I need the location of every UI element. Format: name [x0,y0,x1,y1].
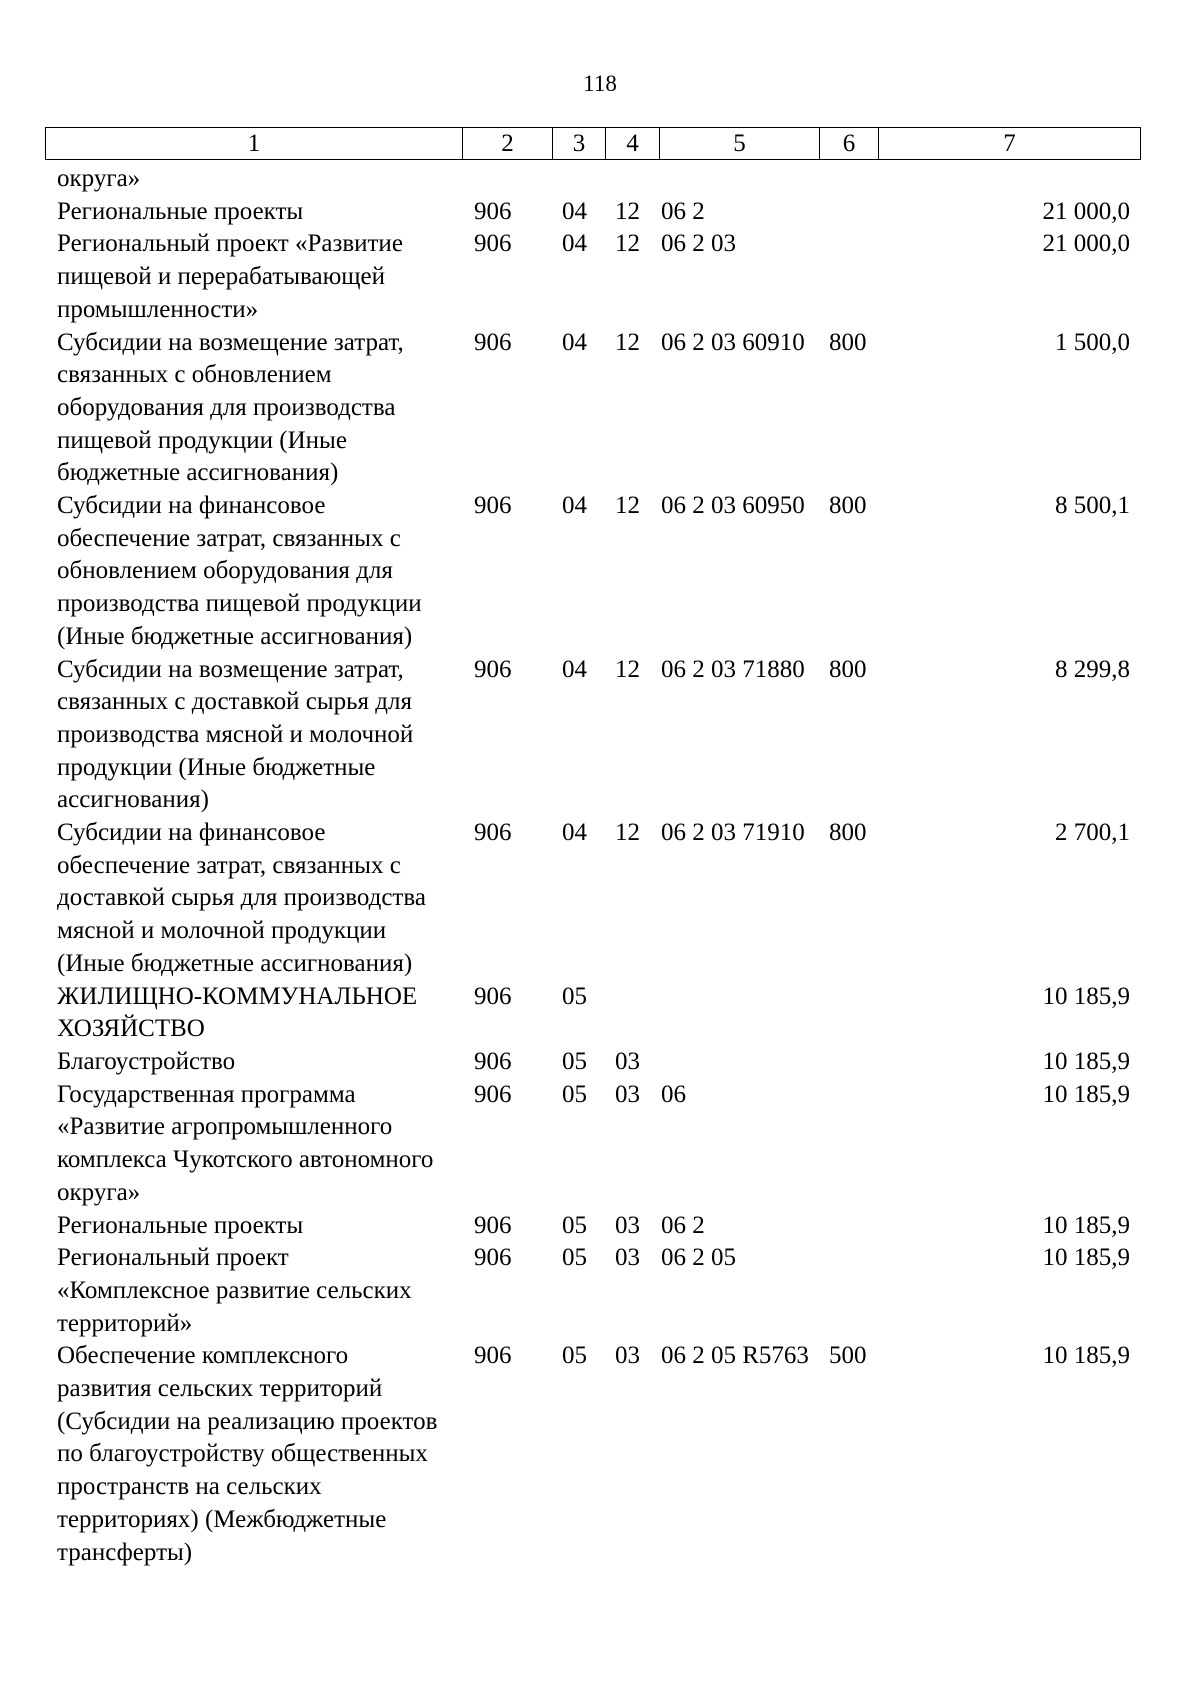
cell-section-code: 05 [562,1211,587,1239]
cell-name: Государственная программа «Развитие агропромышленного комплекса Чукотского автономного округа» [57,1080,434,1206]
table-row [45,196,1140,229]
cell-amount [878,163,1140,196]
cell-subsection-code: 03 [615,1047,640,1075]
header-col-3: 3 [553,128,606,160]
cell-amount: 1 500,0 [1055,328,1130,356]
cell-expense-type-code: 500 [829,1342,867,1370]
cell-section-code: 05 [562,982,587,1010]
cell-subsection-code: 12 [615,819,640,847]
cell-section-code: 04 [562,655,587,683]
cell-amount: 8 500,1 [1055,492,1130,520]
cell-target-code: 06 2 03 71910 [661,819,805,847]
cell-name: Региональный проект «Комплексное развитие сельских территорий» [57,1244,412,1337]
cell-subsection-code: 03 [615,1342,640,1370]
cell-subsection-code: 12 [615,230,640,258]
cell-section-code [552,163,605,196]
cell-name: округа» [57,165,141,192]
cell-subsection-code [605,981,659,1046]
cell-target-code [659,163,819,196]
cell-admin-code: 906 [474,982,512,1010]
header-col-1: 1 [46,128,463,160]
cell-name: Субсидии на финансовое обеспечение затрат, связанных с доставкой сырья для производства мясной и молочной продукции (Иные бюджетные ассигнования) [57,819,426,977]
header-row [46,128,1141,160]
cell-admin-code: 906 [474,328,512,356]
cell-section-code: 04 [562,492,587,520]
cell-subsection-code: 12 [615,655,640,683]
cell-admin-code: 906 [474,1244,512,1272]
cell-admin-code: 906 [474,492,512,520]
table-row [45,817,1140,981]
cell-expense-type-code [819,1079,878,1210]
cell-name: ЖИЛИЩНО-КОММУНАЛЬНОЕ ХОЗЯЙСТВО [57,982,418,1043]
cell-section-code: 05 [562,1047,587,1075]
cell-target-code: 06 2 [661,197,705,225]
header-col-7: 7 [879,128,1141,160]
cell-subsection-code: 12 [615,197,640,225]
cell-target-code: 06 2 03 60910 [661,328,805,356]
cell-amount: 10 185,9 [1042,1244,1130,1272]
table-row [45,1242,1140,1340]
table-row [45,1079,1140,1210]
cell-target-code: 06 2 03 71880 [661,655,805,683]
cell-expense-type-code [819,1242,878,1340]
cell-name: Благоустройство [57,1047,236,1075]
cell-admin-code: 906 [474,230,512,258]
cell-expense-type-code [819,1046,878,1079]
cell-name: Региональный проект «Развитие пищевой и перерабатывающей промышленности» [57,230,403,323]
cell-target-code: 06 2 05 [661,1244,736,1272]
cell-admin-code: 906 [474,1211,512,1239]
cell-amount: 2 700,1 [1055,819,1130,847]
cell-target-code: 06 2 03 60950 [661,492,805,520]
table-row [45,490,1140,654]
cell-name: Региональные проекты [57,1211,304,1239]
cell-subsection-code [605,163,659,196]
cell-expense-type-code [819,981,878,1046]
cell-amount: 10 185,9 [1042,1047,1130,1075]
cell-target-code: 06 2 05 R5763 [661,1342,809,1370]
cell-name: Субсидии на возмещение затрат, связанных с доставкой сырья для производства мясной и молочной продукции (Иные бюджетные ассигнования) [57,655,414,814]
header-col-2: 2 [463,128,553,160]
cell-subsection-code: 12 [615,328,640,356]
header-col-5: 5 [660,128,820,160]
header-col-4: 4 [606,128,660,160]
cell-amount: 21 000,0 [1042,197,1130,225]
cell-subsection-code: 03 [615,1244,640,1272]
table-row [45,1046,1140,1079]
cell-admin-code: 906 [474,1047,512,1075]
cell-admin-code [462,163,552,196]
cell-expense-type-code: 800 [829,655,867,683]
table-row [45,1210,1140,1243]
cell-amount: 8 299,8 [1055,655,1130,683]
cell-admin-code: 906 [474,819,512,847]
cell-expense-type-code [819,196,878,229]
cell-amount: 10 185,9 [1042,1211,1130,1239]
cell-subsection-code: 12 [615,492,640,520]
cell-target-code: 06 [661,1080,686,1108]
table-row [45,327,1140,491]
cell-section-code: 05 [562,1080,587,1108]
cell-section-code: 04 [562,819,587,847]
cell-amount: 10 185,9 [1042,1342,1130,1370]
cell-amount: 21 000,0 [1042,230,1130,258]
budget-table-body [45,163,1140,1569]
cell-target-code [659,981,819,1046]
cell-name: Субсидии на финансовое обеспечение затрат, связанных с обновлением оборудования для производства пищевой продукции (Иные бюджетные ассигнования) [57,492,422,650]
cell-name: Субсидии на возмещение затрат, связанных с обновлением оборудования для производства пищевой продукции (Иные бюджетные ассигнования) [57,328,404,487]
table-row [45,981,1140,1046]
cell-expense-type-code [819,163,878,196]
cell-target-code: 06 2 03 [661,230,736,258]
column-number-header [45,127,1141,160]
cell-admin-code: 906 [474,655,512,683]
cell-amount: 10 185,9 [1042,1080,1130,1108]
cell-section-code: 05 [562,1342,587,1370]
cell-subsection-code: 03 [615,1211,640,1239]
cell-target-code: 06 2 [661,1211,705,1239]
cell-expense-type-code: 800 [829,819,867,847]
cell-name: Региональные проекты [57,197,304,225]
table-row [45,654,1140,818]
cell-name: Обеспечение комплексного развития сельских территорий (Субсидии на реализацию проектов по благоустройству общественных пространств на сельских территориях) (Межбюджетные трансферты) [57,1342,438,1566]
cell-section-code: 05 [562,1244,587,1272]
header-col-6: 6 [820,128,879,160]
cell-section-code: 04 [562,197,587,225]
cell-amount: 10 185,9 [1042,982,1130,1010]
table-row [45,1340,1140,1569]
cell-target-code [659,1046,819,1079]
cell-expense-type-code: 800 [829,328,867,356]
cell-subsection-code: 03 [615,1080,640,1108]
cell-section-code: 04 [562,328,587,356]
cell-expense-type-code [819,228,878,326]
cell-admin-code: 906 [474,197,512,225]
table-row [45,228,1140,326]
cell-expense-type-code: 800 [829,492,867,520]
cell-section-code: 04 [562,230,587,258]
page-number: 118 [583,71,617,96]
cell-expense-type-code [819,1210,878,1243]
table-row [45,163,1140,196]
cell-admin-code: 906 [474,1080,512,1108]
cell-admin-code: 906 [474,1342,512,1370]
budget-table [45,163,1140,1569]
